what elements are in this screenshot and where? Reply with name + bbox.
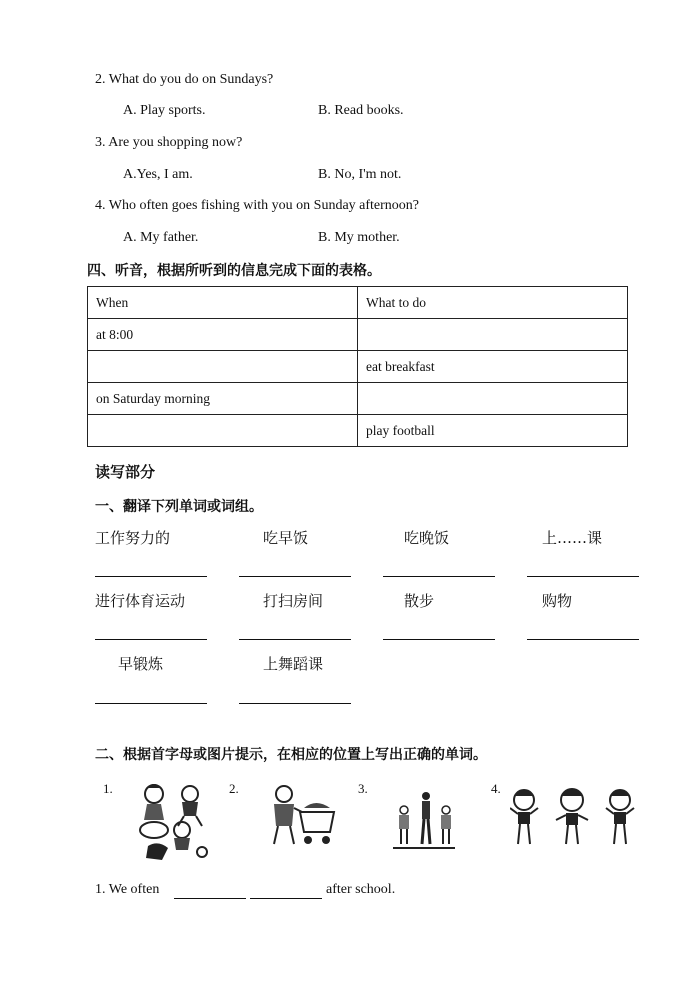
vocab-item: 早锻炼 (118, 655, 164, 673)
answer-blank[interactable] (239, 703, 351, 704)
question-2-option-a: A. Play sports. (123, 103, 206, 118)
table-cell (358, 383, 628, 415)
answer-blank[interactable] (383, 576, 495, 577)
vocab-item: 购物 (542, 592, 573, 610)
table-header-what-to-do: What to do (358, 287, 628, 319)
section-2-title: 二、根据首字母或图片提示，在相应的位置上写出正确的单词。 (95, 747, 487, 763)
answer-blank[interactable] (95, 576, 207, 577)
people-walking-picture (393, 788, 455, 859)
kids-playing-sports-picture (132, 780, 212, 871)
table-row (88, 383, 628, 415)
question-3-option-b: B. No, I'm not. (318, 167, 402, 182)
answer-blank[interactable] (239, 639, 351, 640)
table-cell: eat breakfast (358, 351, 628, 383)
table-cell (358, 319, 628, 351)
question-2: 2. What do you do on Sundays? (95, 72, 274, 87)
question-3-option-a: A.Yes, I am. (123, 167, 193, 182)
kids-exercising-picture (510, 786, 636, 855)
answer-blank[interactable] (95, 639, 207, 640)
fill-sentence-start: 1. We often (95, 882, 160, 897)
question-3: 3. Are you shopping now? (95, 135, 243, 150)
answer-blank[interactable] (527, 576, 639, 577)
listening-table (87, 286, 628, 447)
section-4-title: 四、听音，根据所听到的信息完成下面的表格。 (87, 263, 381, 279)
table-row (88, 319, 628, 351)
vocab-item: 工作努力的 (95, 529, 171, 547)
answer-blank[interactable] (383, 639, 495, 640)
picture-number: 4. (491, 781, 501, 796)
question-2-option-b: B. Read books. (318, 103, 404, 118)
section-1-title: 一、翻译下列单词或词组。 (95, 499, 263, 515)
table-header-when: When (88, 287, 358, 319)
vocab-item: 上……课 (542, 529, 603, 547)
answer-blank[interactable] (250, 898, 322, 899)
answer-blank[interactable] (95, 703, 207, 704)
table-header-row (88, 287, 628, 319)
table-cell (88, 415, 358, 447)
shopping-cart-picture (260, 782, 340, 859)
question-4-option-b: B. My mother. (318, 230, 400, 245)
question-4-option-a: A. My father. (123, 230, 199, 245)
answer-blank[interactable] (174, 898, 246, 899)
vocab-item: 打扫房间 (263, 592, 324, 610)
part-title: 读写部分 (95, 463, 156, 481)
table-cell (88, 351, 358, 383)
table-cell: on Saturday morning (88, 383, 358, 415)
table-cell: play football (358, 415, 628, 447)
vocab-item: 吃早饭 (263, 529, 309, 547)
fill-sentence-end: after school. (326, 882, 396, 897)
table-row (88, 415, 628, 447)
vocab-item: 进行体育运动 (95, 592, 186, 610)
picture-number: 1. (103, 781, 113, 796)
vocab-item: 吃晚饭 (404, 529, 450, 547)
table-row (88, 351, 628, 383)
vocab-item: 散步 (404, 592, 435, 610)
picture-number: 2. (229, 781, 239, 796)
table-cell: at 8:00 (88, 319, 358, 351)
question-4: 4. Who often goes fishing with you on Sunday afternoon? (95, 198, 420, 213)
picture-number: 3. (358, 781, 368, 796)
vocab-item: 上舞蹈课 (263, 655, 324, 673)
answer-blank[interactable] (527, 639, 639, 640)
answer-blank[interactable] (239, 576, 351, 577)
